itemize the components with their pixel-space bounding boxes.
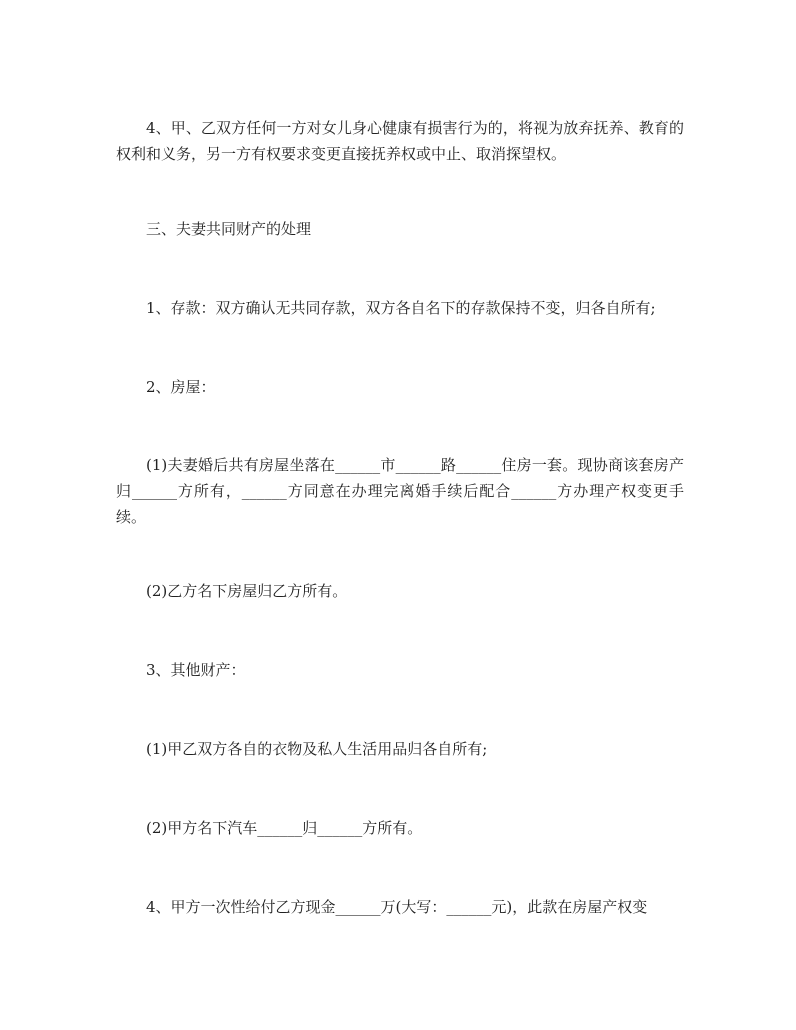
- section-heading-joint-property: 三、夫妻共同财产的处理: [146, 220, 312, 238]
- paragraph-savings: 1、存款：双方确认无共同存款，双方各自名下的存款保持不变，归各自所有;: [146, 299, 656, 317]
- paragraph-child-health-clause: 4、甲、乙双方任何一方对女儿身心健康有损害行为的，将视为放弃抚养、教育的权利和义务，另一方有权要求变更直接抚养权或中止、取消探望权。: [116, 119, 684, 163]
- paragraph-personal-items: (1)甲乙双方各自的衣物及私人生活用品归各自所有;: [146, 740, 488, 758]
- paragraph-car: (2)甲方名下汽车______归______方所有。: [146, 819, 423, 837]
- paragraph-shared-house: (1)夫妻婚后共有房屋坐落在______市______路______住房一套。现协商该套房产归______方所有，______方同意在办理完离婚手续后配合______方办理产权变更手续。: [116, 456, 684, 526]
- paragraph-housing-heading: 2、房屋：: [146, 378, 216, 396]
- paragraph-cash-payment: 4、甲方一次性给付乙方现金______万(大写：______元)，此款在房屋产权变: [146, 898, 648, 916]
- paragraph-other-property-heading: 3、其他财产：: [146, 661, 246, 679]
- paragraph-party-b-house: (2)乙方名下房屋归乙方所有。: [146, 582, 348, 600]
